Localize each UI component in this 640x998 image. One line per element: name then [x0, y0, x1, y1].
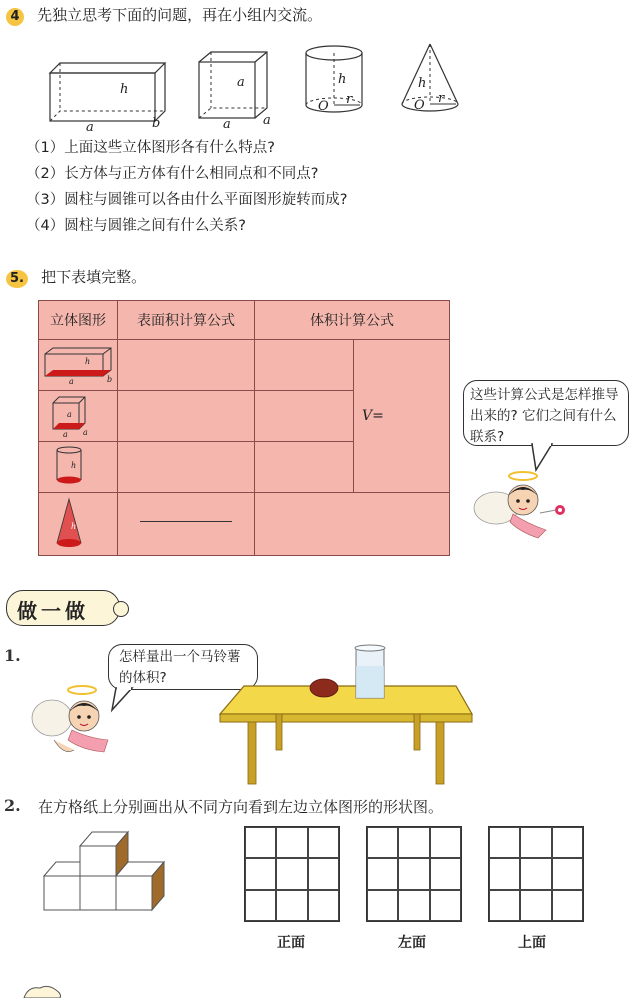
svg-text:b: b: [107, 375, 113, 384]
svg-text:a: a: [83, 428, 88, 437]
grid-top-view[interactable]: [488, 826, 584, 922]
row-cube-icon: [39, 391, 118, 442]
cell-v-formula[interactable]: V=: [354, 340, 450, 493]
svg-text:h: h: [85, 357, 91, 366]
cube-a-label-front: a: [237, 75, 245, 90]
bottom-cloud-icon: [22, 984, 62, 998]
item1-number: 1.: [4, 646, 21, 665]
potato-icon: [310, 679, 338, 697]
svg-text:a: a: [63, 430, 68, 439]
cylinder-h-label: h: [338, 72, 347, 87]
table-scene: [214, 638, 476, 788]
cell-cylinder-surface[interactable]: [118, 442, 255, 493]
cuboid-small-icon: [39, 340, 117, 386]
zuoyizuo-badge-bubble-dot: [113, 601, 129, 617]
cell-cone-volume[interactable]: [255, 493, 450, 556]
q4-number: 4: [6, 8, 24, 26]
cell-cube-surface[interactable]: [118, 391, 255, 442]
q4-question-2: （2）长方体与正方体有什么相同点和不同点?: [26, 166, 319, 182]
cuboid-a-label: a: [86, 120, 94, 135]
q5-number: 5.: [6, 270, 28, 288]
cube-small-icon: [39, 391, 117, 437]
zuoyizuo-badge: [6, 590, 120, 626]
formula-table: [38, 300, 450, 556]
table-leg: [248, 722, 256, 784]
cone-figure: [396, 42, 466, 120]
q4-instruction: 先独立思考下面的问题，再在小组内交流。: [37, 6, 323, 24]
header-surface-area: 表面积计算公式: [118, 301, 255, 340]
item2-number: 2.: [4, 796, 21, 815]
potato-speech-bubble: 怎样量出一个马铃薯的体积?: [108, 644, 258, 690]
row-cone-icon: [39, 493, 118, 556]
cone-h-label: h: [418, 76, 427, 91]
cuboid-figure: [40, 55, 180, 135]
row-cylinder-icon: [39, 442, 118, 493]
grid-label-left: 左面: [398, 935, 426, 951]
zuoyizuo-title: 做一做: [17, 599, 89, 623]
svg-text:a: a: [69, 377, 74, 386]
cuboid-h-label: h: [120, 82, 129, 97]
grid-left-view[interactable]: [366, 826, 462, 922]
cone-r-label: r: [438, 91, 445, 106]
grid-label-front: 正面: [277, 935, 305, 951]
cube-a-label-side: a: [263, 113, 271, 128]
q4-question-3: （3）圆柱与圆锥可以各由什么平面图形旋转而成?: [26, 192, 348, 208]
cylinder-r-label: r: [346, 92, 353, 107]
angel-character-2-icon: [24, 680, 134, 766]
cone-small-icon: [39, 493, 117, 551]
q5-instruction: 把下表填完整。: [41, 268, 147, 286]
cylinder-figure: [302, 45, 372, 120]
grid-label-top: 上面: [518, 935, 546, 951]
header-volume: 体积计算公式: [255, 301, 450, 340]
row-cuboid-icon: [39, 340, 118, 391]
table-leg: [436, 722, 444, 784]
grid-front-view[interactable]: [244, 826, 340, 922]
svg-text:h: h: [71, 522, 77, 531]
svg-text:a: a: [67, 410, 72, 419]
cell-cone-surface[interactable]: [118, 493, 255, 556]
cell-cuboid-volume[interactable]: [255, 340, 354, 391]
cylinder-small-icon: [39, 442, 117, 488]
cell-cylinder-volume[interactable]: [255, 442, 354, 493]
svg-text:h: h: [71, 461, 77, 470]
header-solid: 立体图形: [39, 301, 118, 340]
cone-surface-blank-line: [140, 521, 232, 522]
cube-figure: [195, 48, 275, 132]
angel-character-icon: [468, 468, 578, 548]
q4-question-4: （4）圆柱与圆锥之间有什么关系?: [26, 218, 246, 234]
cone-O-label: O: [414, 98, 425, 113]
cube-stack-figure: [40, 826, 170, 916]
q4-header: [6, 4, 322, 26]
q5-header: [6, 266, 146, 288]
beaker-icon: [355, 645, 385, 698]
q4-question-1: （1）上面这些立体图形各有什么特点?: [26, 140, 275, 156]
cell-cube-volume[interactable]: [255, 391, 354, 442]
cylinder-O-label: O: [318, 99, 329, 114]
formula-speech-bubble: 这些计算公式是怎样推导出来的? 它们之间有什么联系?: [463, 380, 629, 446]
item2-instruction: 在方格纸上分别画出从不同方向看到左边立体图形的形状图。: [38, 798, 444, 816]
cell-cuboid-surface[interactable]: [118, 340, 255, 391]
cuboid-b-label: b: [152, 116, 161, 131]
cube-a-label-bottom: a: [223, 117, 231, 132]
